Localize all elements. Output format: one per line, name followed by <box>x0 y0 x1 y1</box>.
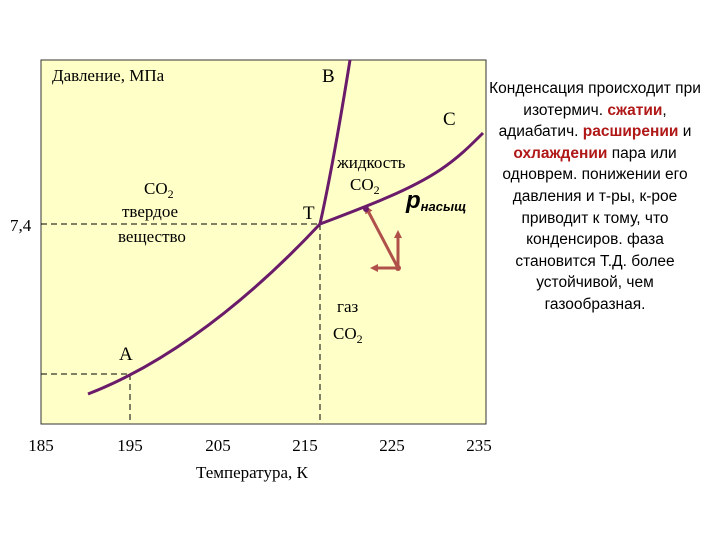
highlight-cooling: охлаждении <box>513 144 608 162</box>
explanation-part: Конденсация происходит при изотермич. <box>489 80 701 119</box>
gas-region-formula: $CO_2$ <box>333 324 363 346</box>
x-axis-label: Температура, К <box>196 463 308 482</box>
point-label-b: B <box>322 66 335 87</box>
saturation-point <box>363 206 369 212</box>
x-tick-label: 185 <box>28 436 54 455</box>
solid-region-line2: вещество <box>118 227 186 246</box>
point-label-c: C <box>443 109 456 130</box>
gas-region-line1: газ <box>337 297 359 316</box>
liquid-region-line1: жидкость <box>337 153 406 172</box>
solid-region-line1: твердое <box>122 202 179 221</box>
highlight-compression: сжатии <box>607 101 663 119</box>
solid-region-formula: $CO_2$ <box>144 179 174 201</box>
liquid-region-formula: $CO_2$ <box>350 175 380 197</box>
saturation-pressure-label: pнасыщ <box>406 187 467 214</box>
x-tick-label: 205 <box>205 436 231 455</box>
plot-area <box>41 60 486 424</box>
explanation-part: и <box>682 123 692 141</box>
explanation-text <box>488 78 702 316</box>
explanation-part: пара или одноврем. понижении его давления и т-ры, к-рое приводит к тому, что конденсиров. фаза становится Т.Д. более устойчивой, чем газообразная. <box>502 144 688 313</box>
arrow-origin-point <box>395 265 401 271</box>
y-axis-label: Давление, МПа <box>52 66 165 85</box>
point-label-a: A <box>119 344 133 365</box>
x-tick-label: 225 <box>379 436 405 455</box>
point-label-t: T <box>303 203 315 224</box>
x-tick-label: 195 <box>117 436 143 455</box>
highlight-expansion: расширении <box>582 123 679 141</box>
x-tick-label: 235 <box>466 436 492 455</box>
explanation-part: , адиабатич. <box>498 101 667 141</box>
x-tick-label: 215 <box>292 436 318 455</box>
y-tick-label: 7,4 <box>10 216 32 235</box>
